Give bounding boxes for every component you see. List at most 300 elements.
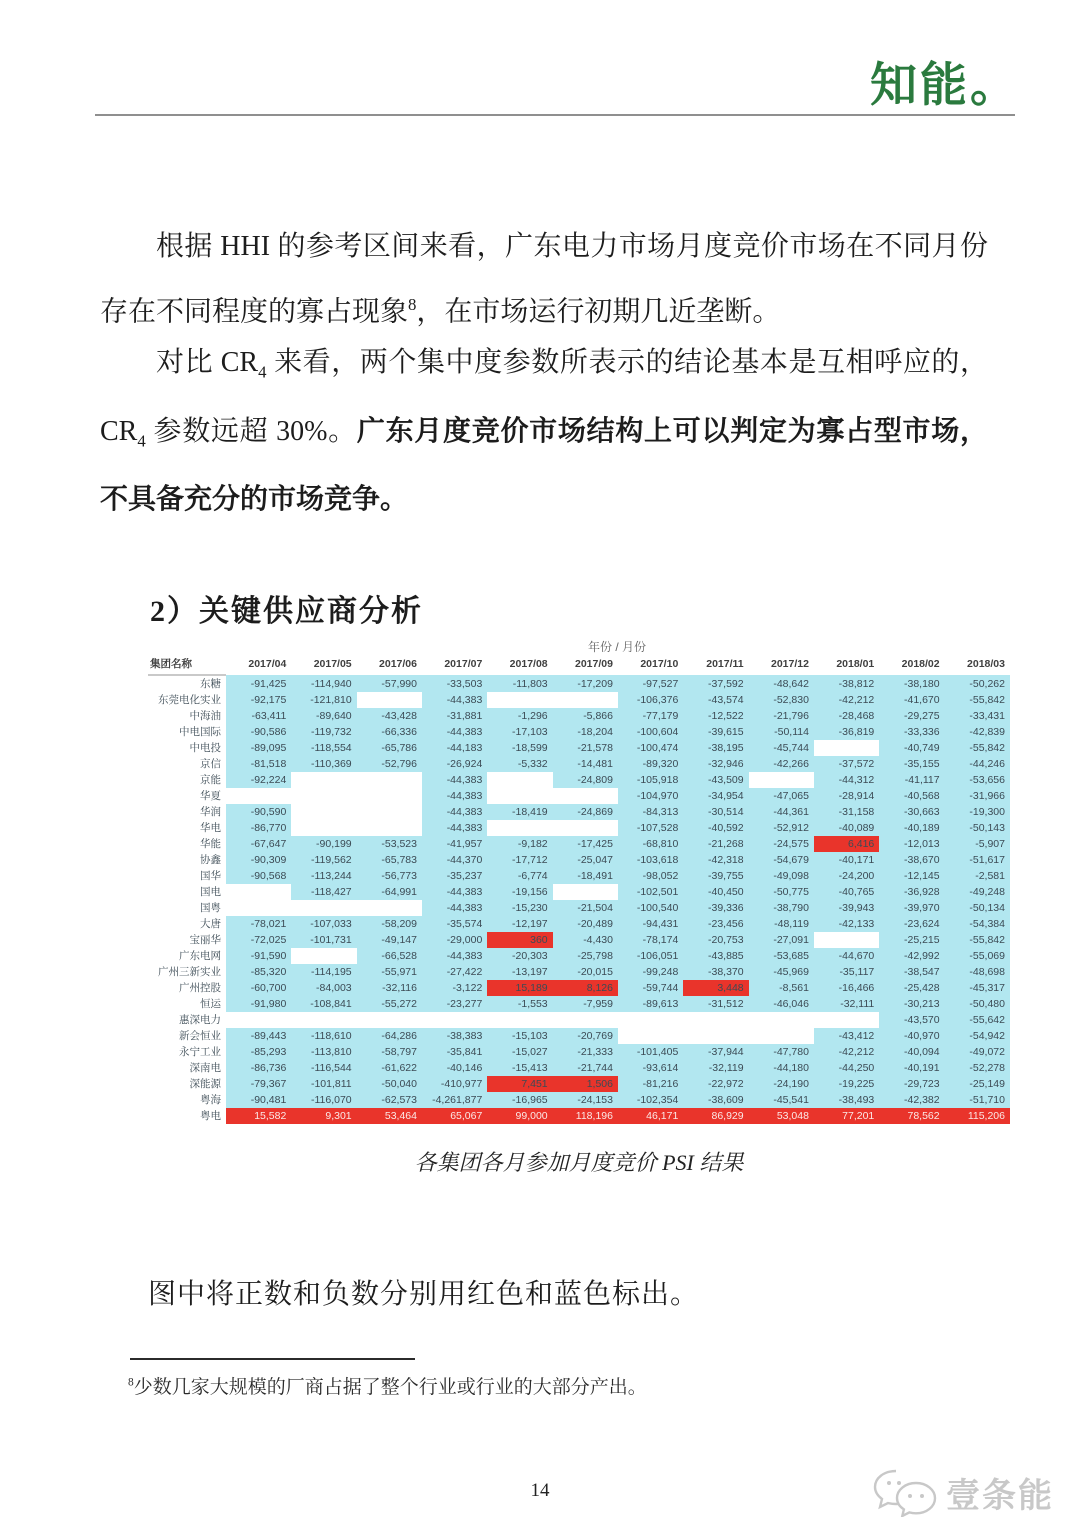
table-row (148, 852, 1010, 868)
page-number: 14 (530, 1480, 550, 1501)
footnote-number: 8 (128, 1376, 134, 1389)
psi-value-cell: -93,614 (618, 1060, 683, 1076)
psi-value-cell: -114,195 (291, 964, 356, 980)
table-row (148, 1012, 1010, 1028)
psi-value-cell: -24,809 (553, 772, 618, 788)
psi-value-cell: -31,966 (945, 788, 1010, 804)
psi-value-cell: -61,622 (357, 1060, 422, 1076)
psi-value-cell (357, 820, 422, 836)
psi-value-cell: -32,116 (357, 980, 422, 996)
psi-value-cell: -32,946 (683, 756, 748, 772)
psi-value-cell: -48,119 (749, 916, 814, 932)
psi-value-cell: -43,885 (683, 948, 748, 964)
psi-value-cell (487, 772, 552, 788)
psi-value-cell: -33,431 (945, 708, 1010, 724)
group-name-cell: 恒运 (148, 996, 226, 1012)
table-caption: 各集团各月参加月度竞价 PSI 结果 (414, 1150, 744, 1175)
group-name-cell: 惠深电力 (148, 1012, 226, 1028)
psi-value-cell: 53,048 (749, 1108, 814, 1124)
psi-value-cell: -44,246 (945, 756, 1010, 772)
paragraph-hhi (100, 218, 988, 341)
psi-value-cell (291, 788, 356, 804)
psi-value-cell: -21,578 (553, 740, 618, 756)
psi-value-cell: -110,369 (291, 756, 356, 772)
psi-value-cell: -8,561 (749, 980, 814, 996)
table-row (148, 675, 1010, 692)
psi-value-cell: -17,103 (487, 724, 552, 740)
psi-value-cell (553, 1012, 618, 1028)
psi-value-cell: -39,755 (683, 868, 748, 884)
psi-value-cell: -42,266 (749, 756, 814, 772)
psi-value-cell: -50,143 (945, 820, 1010, 836)
psi-value-cell: -103,618 (618, 852, 683, 868)
psi-value-cell: -60,700 (226, 980, 291, 996)
psi-value-cell: -12,013 (879, 836, 944, 852)
psi-value-cell: -27,422 (422, 964, 487, 980)
psi-value-cell: -35,574 (422, 916, 487, 932)
psi-value-cell (226, 884, 291, 900)
psi-value-cell: -90,586 (226, 724, 291, 740)
psi-value-cell: -27,091 (749, 932, 814, 948)
psi-value-cell: -81,216 (618, 1076, 683, 1092)
psi-value-cell: -91,980 (226, 996, 291, 1012)
psi-value-cell: -18,204 (553, 724, 618, 740)
psi-value-cell: 6,416 (814, 836, 879, 852)
psi-value-cell: -25,047 (553, 852, 618, 868)
paragraph-text: 根据 HHI 的参考区间来看，广东电力市场月度竞价市场在不同月份存在不同程度的寡占现象 (100, 231, 988, 328)
psi-value-cell: -32,119 (683, 1060, 748, 1076)
psi-value-cell: -84,313 (618, 804, 683, 820)
psi-value-cell (291, 820, 356, 836)
psi-value-cell (291, 948, 356, 964)
psi-value-cell (553, 884, 618, 900)
psi-value-cell: -17,425 (553, 836, 618, 852)
psi-value-cell: -31,512 (683, 996, 748, 1012)
psi-value-cell: -91,425 (226, 675, 291, 692)
psi-value-cell: -89,095 (226, 740, 291, 756)
color-legend-note: 图中将正数和负数分别用红色和蓝色标出。 (148, 1279, 700, 1310)
group-name-cell: 粤电 (148, 1108, 226, 1124)
psi-value-cell (749, 1012, 814, 1028)
psi-value-cell: -63,411 (226, 708, 291, 724)
psi-value-cell (749, 772, 814, 788)
psi-table (148, 656, 1010, 1124)
psi-value-cell: -44,370 (422, 852, 487, 868)
psi-value-cell: -35,155 (879, 756, 944, 772)
psi-value-cell: -40,191 (879, 1060, 944, 1076)
psi-value-cell: -47,780 (749, 1044, 814, 1060)
psi-value-cell: -39,943 (814, 900, 879, 916)
psi-value-cell: -35,237 (422, 868, 487, 884)
psi-value-cell (683, 1012, 748, 1028)
psi-value-cell: -42,212 (814, 692, 879, 708)
psi-value-cell: -13,197 (487, 964, 552, 980)
psi-value-cell: -40,749 (879, 740, 944, 756)
psi-value-cell: -18,419 (487, 804, 552, 820)
psi-value-cell (814, 1012, 879, 1028)
psi-value-cell: -85,320 (226, 964, 291, 980)
psi-value-cell: -55,642 (945, 1012, 1010, 1028)
psi-value-cell: -100,604 (618, 724, 683, 740)
psi-value-cell: -90,481 (226, 1092, 291, 1108)
psi-value-cell: -86,770 (226, 820, 291, 836)
psi-value-cell: -17,209 (553, 675, 618, 692)
psi-value-cell: -25,798 (553, 948, 618, 964)
psi-value-cell: -44,180 (749, 1060, 814, 1076)
psi-value-cell: -40,146 (422, 1060, 487, 1076)
psi-value-cell: -51,617 (945, 852, 1010, 868)
watermark-text: 壹条能 (946, 1477, 1054, 1515)
psi-value-cell: -35,841 (422, 1044, 487, 1060)
psi-value-cell: 15,189 (487, 980, 552, 996)
psi-value-cell: -43,428 (357, 708, 422, 724)
column-header-month: 2018/03 (967, 658, 1005, 670)
psi-value-cell (291, 900, 356, 916)
psi-value-cell: -21,268 (683, 836, 748, 852)
psi-value-cell: -92,175 (226, 692, 291, 708)
psi-value-cell: -19,156 (487, 884, 552, 900)
psi-value-cell: -15,413 (487, 1060, 552, 1076)
psi-value-cell (226, 1012, 291, 1028)
psi-value-cell (357, 804, 422, 820)
group-name-cell: 华能 (148, 836, 226, 852)
psi-value-cell: -118,610 (291, 1028, 356, 1044)
footnote-text: 少数几家大规模的厂商占据了整个行业或行业的大部分产出。 (133, 1377, 647, 1398)
psi-value-cell: -48,642 (749, 675, 814, 692)
psi-value-cell: -1,296 (487, 708, 552, 724)
psi-value-cell: -36,928 (879, 884, 944, 900)
group-name-cell: 国电 (148, 884, 226, 900)
table-header-row (148, 656, 1010, 675)
psi-value-cell: -62,573 (357, 1092, 422, 1108)
psi-value-cell: -12,197 (487, 916, 552, 932)
psi-value-cell: -50,262 (945, 675, 1010, 692)
psi-value-cell: -40,765 (814, 884, 879, 900)
psi-value-cell: 46,171 (618, 1108, 683, 1124)
psi-value-cell: -42,839 (945, 724, 1010, 740)
psi-value-cell: -104,970 (618, 788, 683, 804)
psi-value-cell: -29,000 (422, 932, 487, 948)
psi-value-cell: -101,405 (618, 1044, 683, 1060)
psi-value-cell: -105,918 (618, 772, 683, 788)
psi-value-cell: -66,336 (357, 724, 422, 740)
psi-value-cell: -116,070 (291, 1092, 356, 1108)
table-row (148, 772, 1010, 788)
psi-value-cell: -57,990 (357, 675, 422, 692)
group-name-cell: 东莞电化实业 (148, 692, 226, 708)
group-name-cell: 华润 (148, 804, 226, 820)
psi-value-cell: -44,312 (814, 772, 879, 788)
column-header-month: 2018/02 (901, 658, 940, 670)
psi-value-cell: -44,383 (422, 804, 487, 820)
psi-value-cell: -41,670 (879, 692, 944, 708)
table-row (148, 900, 1010, 916)
psi-value-cell: -78,174 (618, 932, 683, 948)
psi-value-cell: -44,670 (814, 948, 879, 964)
table-row (148, 980, 1010, 996)
psi-value-cell: -40,592 (683, 820, 748, 836)
psi-value-cell: -54,942 (945, 1028, 1010, 1044)
psi-value-cell: -25,428 (879, 980, 944, 996)
psi-value-cell: -78,021 (226, 916, 291, 932)
group-name-cell: 华电 (148, 820, 226, 836)
psi-value-cell: -107,033 (291, 916, 356, 932)
psi-value-cell (618, 1028, 683, 1044)
psi-value-cell: -81,518 (226, 756, 291, 772)
psi-value-cell: -37,944 (683, 1044, 748, 1060)
psi-value-cell: -37,592 (683, 675, 748, 692)
psi-value-cell: -53,656 (945, 772, 1010, 788)
psi-value-cell: -21,744 (553, 1060, 618, 1076)
group-name-cell: 宝丽华 (148, 932, 226, 948)
header-rule (95, 114, 1015, 116)
psi-value-cell: -55,842 (945, 932, 1010, 948)
column-header-month: 2018/01 (836, 658, 875, 670)
bold-conclusion-text: 广东月度竞价市场结构上可以判定为寡占型市场，不具备充分的市场竞争。 (100, 414, 988, 515)
psi-value-cell: -49,248 (945, 884, 1010, 900)
psi-value-cell: -116,544 (291, 1060, 356, 1076)
psi-value-cell: -100,540 (618, 900, 683, 916)
psi-value-cell: -23,277 (422, 996, 487, 1012)
psi-value-cell: -45,744 (749, 740, 814, 756)
column-header-month: 2017/05 (313, 658, 352, 670)
psi-value-cell: -44,383 (422, 788, 487, 804)
psi-value-cell: -44,250 (814, 1060, 879, 1076)
psi-value-cell: -28,468 (814, 708, 879, 724)
psi-value-cell: -97,527 (618, 675, 683, 692)
psi-value-cell: -18,491 (553, 868, 618, 884)
psi-value-cell: -55,971 (357, 964, 422, 980)
psi-value-cell: -19,225 (814, 1076, 879, 1092)
psi-value-cell: -15,230 (487, 900, 552, 916)
psi-value-cell (357, 772, 422, 788)
group-name-cell: 大唐 (148, 916, 226, 932)
psi-value-cell: -40,089 (814, 820, 879, 836)
psi-value-cell: -38,670 (879, 852, 944, 868)
psi-value-cell (226, 900, 291, 916)
psi-value-cell: -89,320 (618, 756, 683, 772)
psi-value-cell (749, 1028, 814, 1044)
group-name-cell: 广东电网 (148, 948, 226, 964)
psi-value-cell: -121,810 (291, 692, 356, 708)
psi-value-cell (814, 932, 879, 948)
psi-value-cell: -50,114 (749, 724, 814, 740)
psi-value-cell: -68,810 (618, 836, 683, 852)
group-name-cell: 国华 (148, 868, 226, 884)
footnote-ref-superscript: 8 (408, 295, 417, 314)
psi-value-cell: -40,189 (879, 820, 944, 836)
psi-value-cell: -65,786 (357, 740, 422, 756)
psi-value-cell: -5,907 (945, 836, 1010, 852)
group-name-cell: 粤海 (148, 1092, 226, 1108)
psi-value-cell: -54,384 (945, 916, 1010, 932)
psi-value-cell: -43,574 (683, 692, 748, 708)
psi-value-cell: -12,522 (683, 708, 748, 724)
psi-value-cell: -6,774 (487, 868, 552, 884)
psi-value-cell (422, 1012, 487, 1028)
psi-value-cell: -31,158 (814, 804, 879, 820)
psi-value-cell: -38,547 (879, 964, 944, 980)
psi-value-cell: -42,382 (879, 1092, 944, 1108)
psi-value-cell: -30,213 (879, 996, 944, 1012)
psi-value-cell: -38,195 (683, 740, 748, 756)
psi-value-cell: -90,199 (291, 836, 356, 852)
psi-value-cell: -33,503 (422, 675, 487, 692)
psi-value-cell (291, 804, 356, 820)
psi-value-cell: -30,663 (879, 804, 944, 820)
psi-value-cell: -3,122 (422, 980, 487, 996)
table-row (148, 724, 1010, 740)
psi-value-cell: -99,248 (618, 964, 683, 980)
psi-value-cell: -79,367 (226, 1076, 291, 1092)
psi-value-cell: -106,376 (618, 692, 683, 708)
psi-value-cell: -16,965 (487, 1092, 552, 1108)
psi-value-cell: -24,153 (553, 1092, 618, 1108)
psi-value-cell: -20,753 (683, 932, 748, 948)
psi-value-cell: 118,196 (553, 1108, 618, 1124)
group-name-cell: 京信 (148, 756, 226, 772)
group-name-cell: 深能源 (148, 1076, 226, 1092)
psi-value-cell: 3,448 (683, 980, 748, 996)
group-name-cell: 新会恒业 (148, 1028, 226, 1044)
psi-value-cell: -107,528 (618, 820, 683, 836)
psi-value-cell: -42,133 (814, 916, 879, 932)
table-row (148, 884, 1010, 900)
psi-value-cell: -59,744 (618, 980, 683, 996)
psi-value-cell: -52,912 (749, 820, 814, 836)
psi-value-cell: -113,810 (291, 1044, 356, 1060)
psi-value-cell: -54,679 (749, 852, 814, 868)
psi-value-cell: -18,599 (487, 740, 552, 756)
table-row (148, 932, 1010, 948)
column-header-month: 2017/09 (575, 658, 613, 670)
psi-value-cell: -44,383 (422, 948, 487, 964)
column-header-name: 集团名称 (148, 656, 226, 675)
psi-value-cell: -32,111 (814, 996, 879, 1012)
psi-value-cell (618, 1012, 683, 1028)
psi-value-cell: -101,731 (291, 932, 356, 948)
psi-value-cell: -19,300 (945, 804, 1010, 820)
psi-value-cell: -55,069 (945, 948, 1010, 964)
psi-value-cell (487, 1012, 552, 1028)
psi-value-cell: 360 (487, 932, 552, 948)
psi-value-cell: -2,581 (945, 868, 1010, 884)
table-row (148, 788, 1010, 804)
table-row (148, 820, 1010, 836)
psi-value-cell: -91,590 (226, 948, 291, 964)
psi-value-cell: -89,613 (618, 996, 683, 1012)
psi-value-cell: -25,149 (945, 1076, 1010, 1092)
psi-value-cell: -44,383 (422, 900, 487, 916)
psi-value-cell: -33,336 (879, 724, 944, 740)
column-header-month: 2017/06 (379, 658, 417, 670)
psi-value-cell: -38,180 (879, 675, 944, 692)
psi-value-cell: -40,970 (879, 1028, 944, 1044)
psi-value-cell: -30,514 (683, 804, 748, 820)
psi-value-cell: -37,572 (814, 756, 879, 772)
psi-value-cell (357, 692, 422, 708)
psi-value-cell: -55,842 (945, 740, 1010, 756)
column-header-month: 2017/10 (640, 658, 679, 670)
psi-value-cell: -25,215 (879, 932, 944, 948)
psi-value-cell: -58,209 (357, 916, 422, 932)
psi-value-cell: -24,575 (749, 836, 814, 852)
psi-value-cell: -50,480 (945, 996, 1010, 1012)
table-row (148, 692, 1010, 708)
psi-value-cell: -22,972 (683, 1076, 748, 1092)
table-row (148, 836, 1010, 852)
psi-value-cell: -48,698 (945, 964, 1010, 980)
group-name-cell: 永宁工业 (148, 1044, 226, 1060)
psi-value-cell: -35,117 (814, 964, 879, 980)
column-header-month: 2017/07 (444, 658, 483, 670)
psi-value-cell: -38,493 (814, 1092, 879, 1108)
psi-value-cell: -118,427 (291, 884, 356, 900)
psi-value-cell: -24,200 (814, 868, 879, 884)
psi-value-cell (553, 788, 618, 804)
psi-value-cell: 86,929 (683, 1108, 748, 1124)
table-row (148, 1092, 1010, 1108)
psi-value-cell: -101,811 (291, 1076, 356, 1092)
psi-value-cell: -53,685 (749, 948, 814, 964)
psi-value-cell: -45,541 (749, 1092, 814, 1108)
psi-value-cell: -17,712 (487, 852, 552, 868)
psi-value-cell: -9,182 (487, 836, 552, 852)
psi-value-cell: -5,866 (553, 708, 618, 724)
psi-value-cell (487, 820, 552, 836)
column-header-month: 2017/08 (509, 658, 548, 670)
watermark (872, 1468, 1054, 1517)
psi-value-cell: -36,819 (814, 724, 879, 740)
psi-value-cell: -38,609 (683, 1092, 748, 1108)
psi-value-cell: -21,504 (553, 900, 618, 916)
psi-value-cell: -38,812 (814, 675, 879, 692)
psi-value-cell: 9,301 (291, 1108, 356, 1124)
table-row (148, 1044, 1010, 1060)
psi-value-cell: -86,736 (226, 1060, 291, 1076)
psi-value-cell: -108,841 (291, 996, 356, 1012)
section-heading: 2）关键供应商分析 (150, 595, 423, 628)
psi-value-cell: -72,025 (226, 932, 291, 948)
psi-value-cell (357, 900, 422, 916)
psi-value-cell: -40,568 (879, 788, 944, 804)
psi-value-cell: -7,959 (553, 996, 618, 1012)
psi-value-cell: -26,924 (422, 756, 487, 772)
psi-value-cell: -90,590 (226, 804, 291, 820)
psi-value-cell: -42,212 (814, 1044, 879, 1060)
psi-value-cell: 1,506 (553, 1076, 618, 1092)
psi-value-cell: -50,775 (749, 884, 814, 900)
psi-value-cell (291, 772, 356, 788)
psi-value-cell: -46,046 (749, 996, 814, 1012)
paragraph-text: 对比 CR (156, 347, 259, 378)
group-name-cell: 中电国际 (148, 724, 226, 740)
psi-value-cell: 15,582 (226, 1108, 291, 1124)
psi-value-cell: -102,354 (618, 1092, 683, 1108)
psi-value-cell: 78,562 (879, 1108, 944, 1124)
psi-value-cell: -58,797 (357, 1044, 422, 1060)
paragraph-cr4 (100, 334, 988, 529)
psi-value-cell: -29,723 (879, 1076, 944, 1092)
psi-value-cell: -41,117 (879, 772, 944, 788)
psi-value-cell: -42,992 (879, 948, 944, 964)
psi-value-cell: 65,067 (422, 1108, 487, 1124)
psi-value-cell: -64,991 (357, 884, 422, 900)
psi-value-cell: -100,474 (618, 740, 683, 756)
group-name-cell: 协鑫 (148, 852, 226, 868)
psi-value-cell: -52,830 (749, 692, 814, 708)
table-row (148, 996, 1010, 1012)
